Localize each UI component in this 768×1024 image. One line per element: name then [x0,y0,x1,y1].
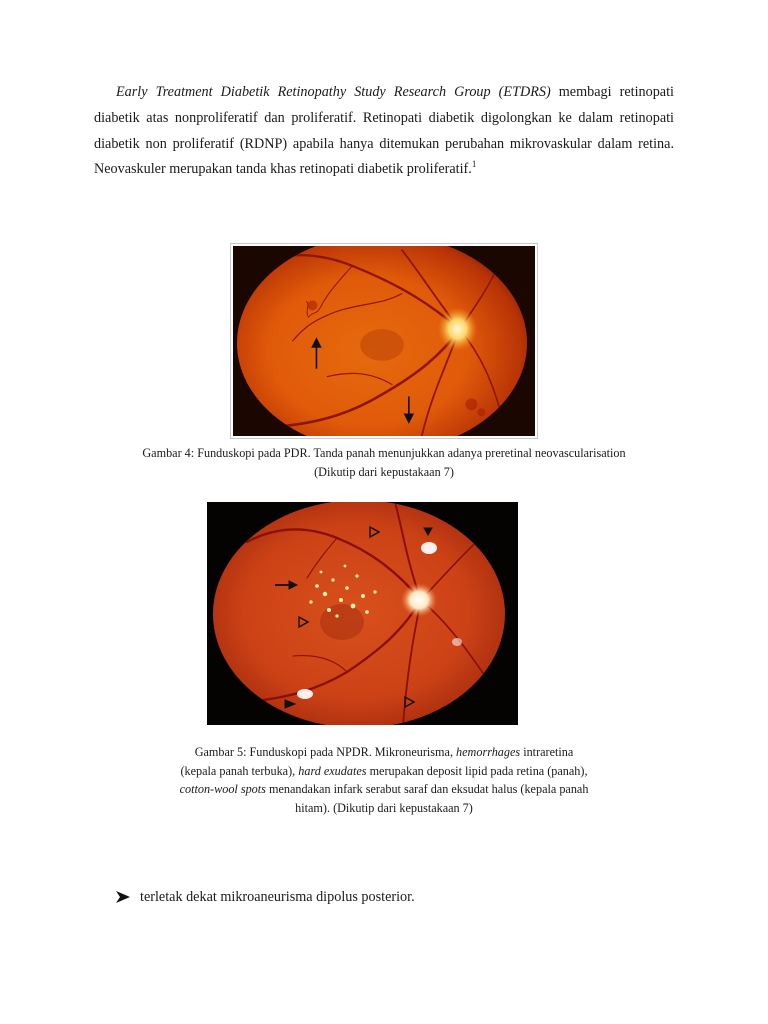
fundus-photo-npdr-icon [207,502,518,725]
etdrs-name: Early Treatment Diabetik Retinopathy Study Research Group (ETDRS) [116,84,551,100]
caption-text: intraretina (kepala panah terbuka), [180,745,574,778]
figure-5-caption [178,743,590,817]
caption-text: merupakan deposit lipid pada retina (panah), [366,763,588,778]
figure-4-caption-line1: Gambar 4: Funduskopi pada PDR. Tanda panah menunjukkan adanya preretinal neovascularisation [142,446,626,460]
figure-4-caption [60,444,708,481]
bullet-text: terletak dekat mikroaneurisma dipolus posterior. [140,889,415,905]
caption-term-cotton-wool-spots: cotton-wool spots [179,782,266,797]
figure-5-image [207,502,518,725]
caption-text: Gambar 5: Funduskopi pada NPDR. Mikroneurisma, [194,745,457,759]
bullet-item [116,886,415,908]
body-paragraph [94,80,674,183]
arrowhead-bullet-icon [116,891,130,903]
caption-term-hard-exudates: hard exudates [298,763,367,778]
fundus-photo-pdr-icon [233,246,535,436]
caption-text: menandakan infark serabut saraf dan eksudat halus (kepala panah hitam). (Dikutip dari kepustakaan 7) [265,782,589,815]
paragraph-text: membagi retinopati diabetik atas nonproliferatif dan proliferatif. Retinopati diabetik digolongkan ke dalam retinopati diabetik non proliferatif (RDNP) apabila hanya ditemukan perubahan mikrovaskular dalam retina. Neovaskuler merupakan tanda khas retinopati diabetik proliferatif. [94,84,674,178]
citation-superscript: 1 [471,159,477,170]
figure-4-caption-line2: (Dikutip dari kepustakaan 7) [314,464,454,479]
caption-term-hemorrhages: hemorrhages [456,745,521,759]
figure-4-image [230,243,538,439]
